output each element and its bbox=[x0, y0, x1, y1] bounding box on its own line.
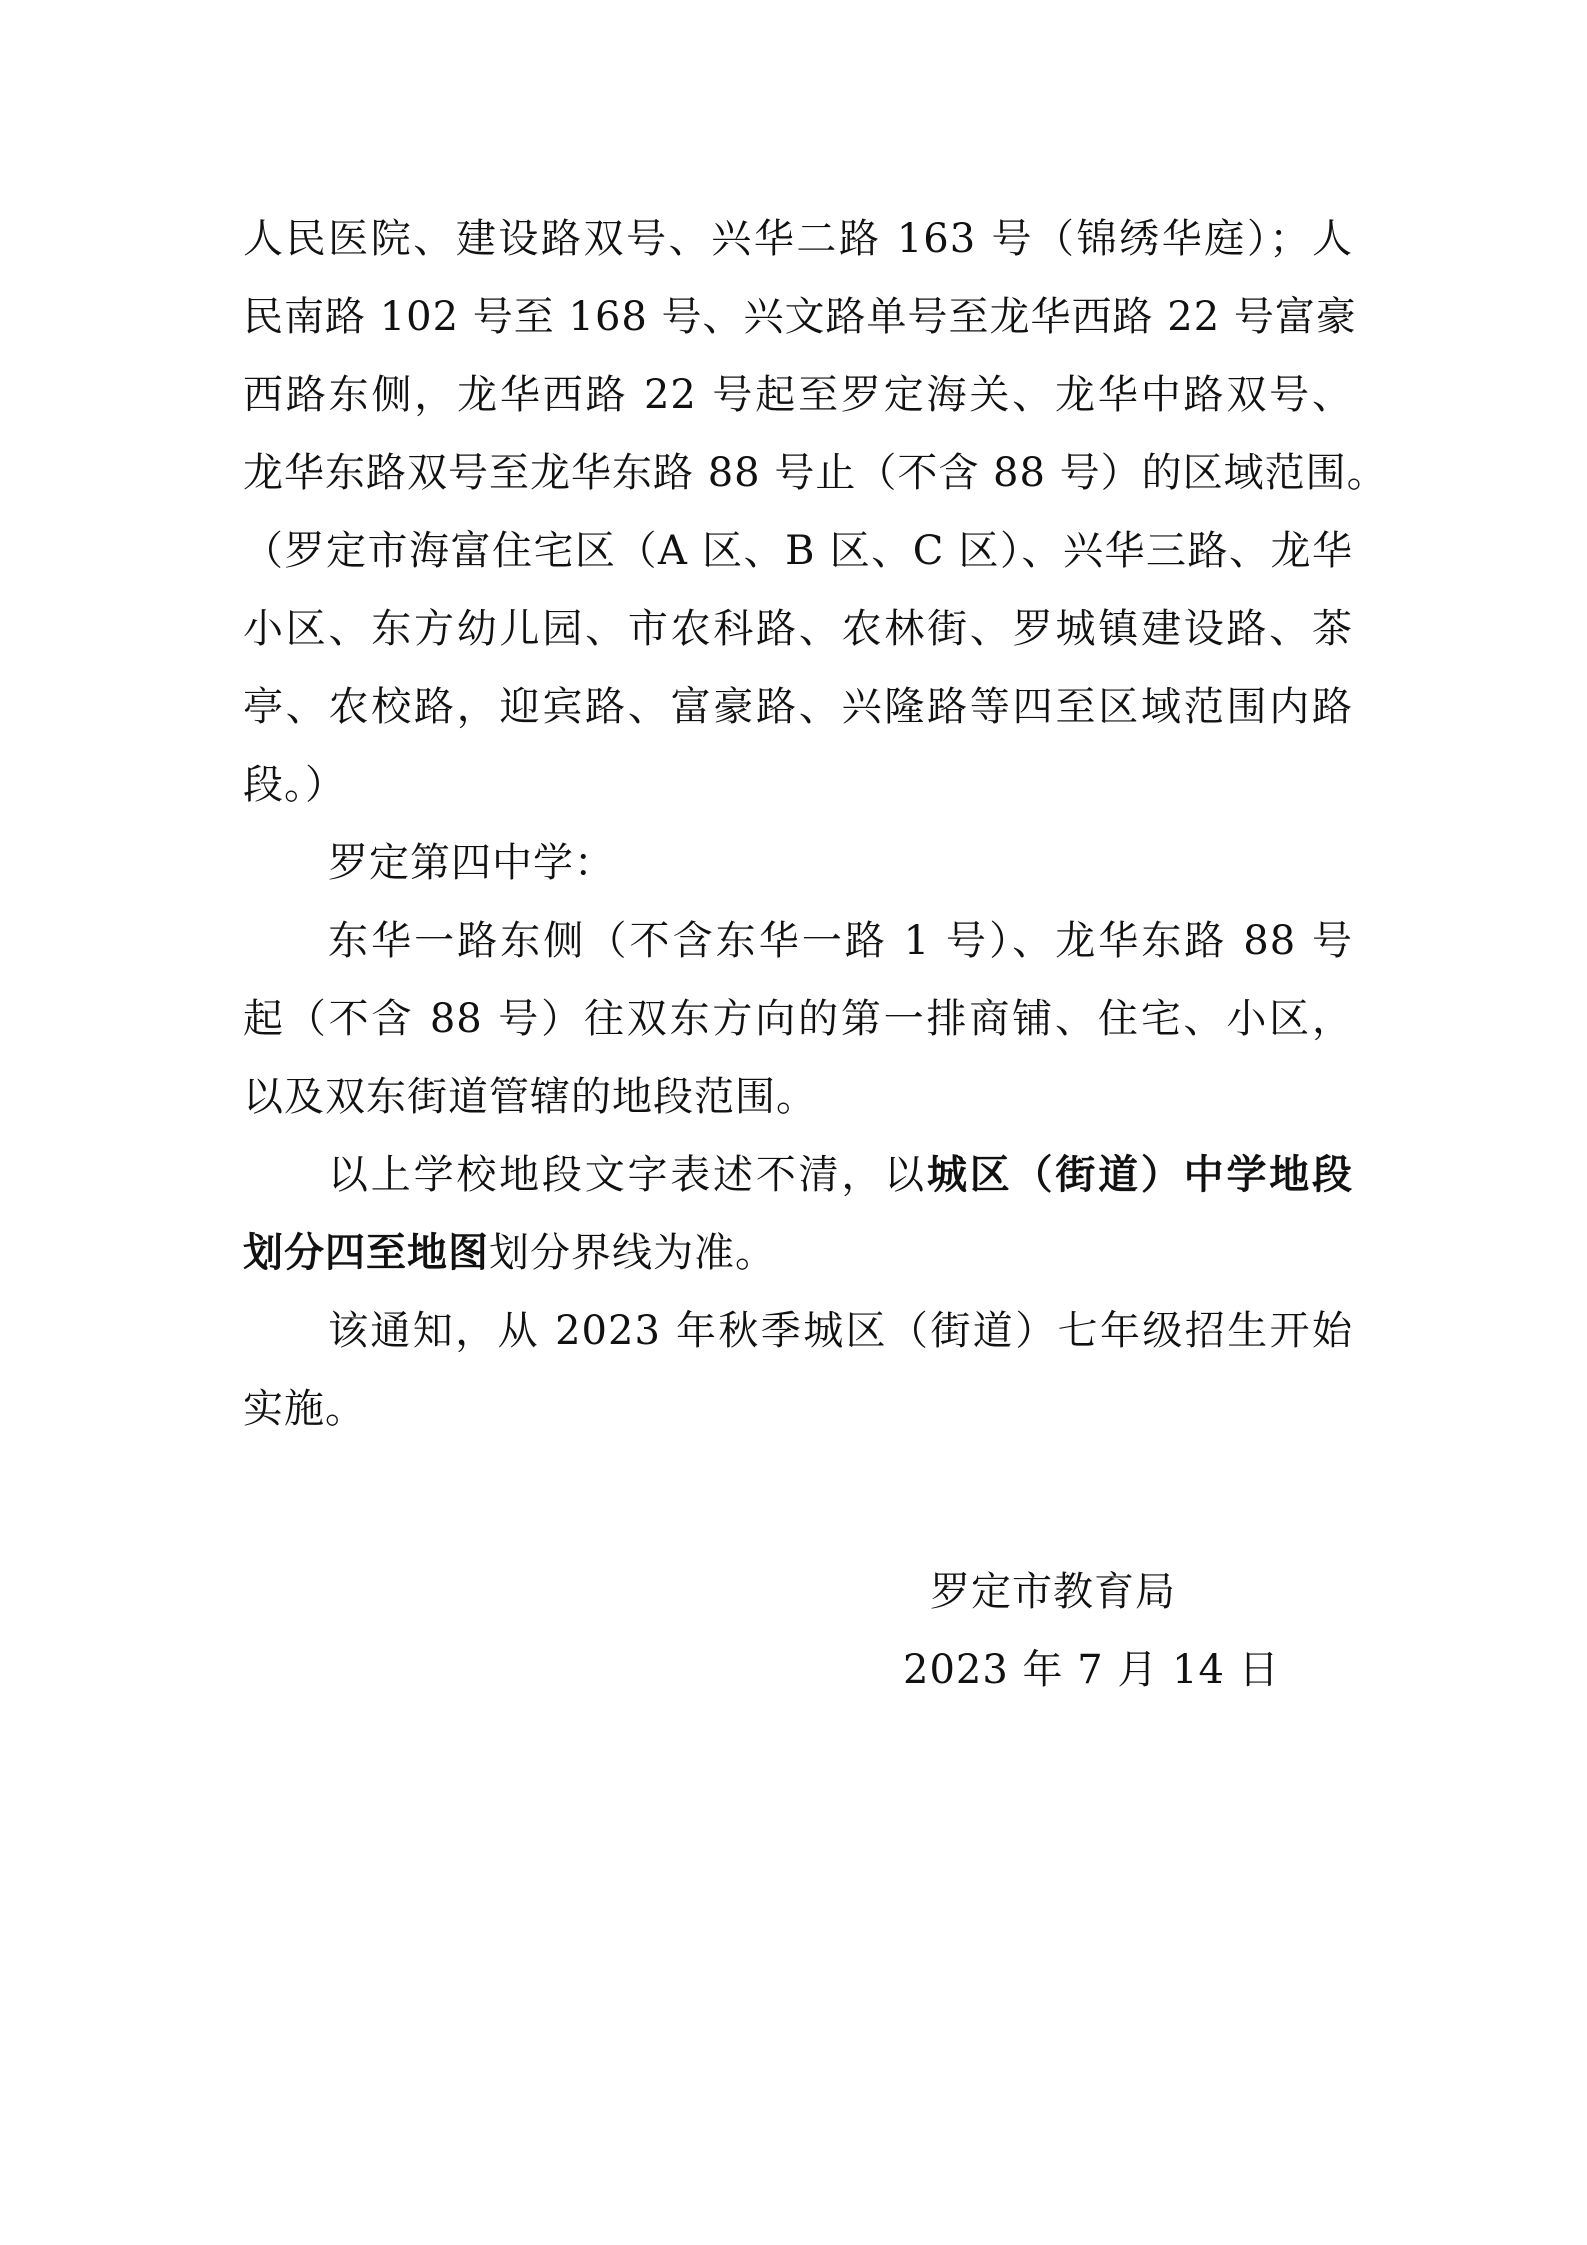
signature-date: 2023 年 7 月 14 日 bbox=[903, 1647, 1280, 1693]
map-reference-bold: 划分四至地图 bbox=[243, 1229, 489, 1276]
text-line: 实施。 bbox=[243, 1386, 366, 1432]
text-line: 以及双东街道管辖的地段范围。 bbox=[243, 1074, 817, 1120]
signature-organization: 罗定市教育局 bbox=[930, 1569, 1176, 1615]
text-segment: 以上学校地段文字表述不清，以 bbox=[328, 1152, 927, 1198]
text-line: 东华一路东侧（不含东华一路 1 号）、龙华东路 88 号 bbox=[328, 918, 1353, 964]
school-heading: 罗定第四中学： bbox=[328, 840, 615, 886]
text-line: 小区、东方幼儿园、市农科路、农林街、罗城镇建设路、茶 bbox=[243, 606, 1353, 652]
text-line: 亭、农校路，迎宾路、富豪路、兴隆路等四至区域范围内路 bbox=[243, 684, 1353, 730]
text-line: 起（不含 88 号）往双东方向的第一排商铺、住宅、小区， bbox=[243, 996, 1353, 1042]
text-line: 龙华东路双号至龙华东路 88 号止（不含 88 号）的区域范围。 bbox=[243, 450, 1388, 496]
document-body bbox=[243, 200, 1388, 1448]
text-line bbox=[243, 1136, 1353, 1214]
text-line bbox=[243, 1214, 1353, 1292]
text-line: 段。） bbox=[243, 762, 346, 808]
text-line: 民南路 102 号至 168 号、兴文路单号至龙华西路 22 号富豪 bbox=[243, 294, 1357, 340]
map-reference-bold: 城区（街道）中学地段 bbox=[926, 1151, 1354, 1198]
text-line: 人民医院、建设路双号、兴华二路 163 号（锦绣华庭）；人 bbox=[243, 216, 1353, 262]
text-segment: 划分界线为准。 bbox=[489, 1230, 776, 1276]
text-line: 该通知，从 2023 年秋季城区（街道）七年级招生开始 bbox=[328, 1308, 1353, 1354]
text-line: （罗定市海富住宅区（A 区、B 区、C 区）、兴华三路、龙华 bbox=[243, 528, 1353, 574]
text-line: 西路东侧，龙华西路 22 号起至罗定海关、龙华中路双号、 bbox=[243, 372, 1353, 418]
